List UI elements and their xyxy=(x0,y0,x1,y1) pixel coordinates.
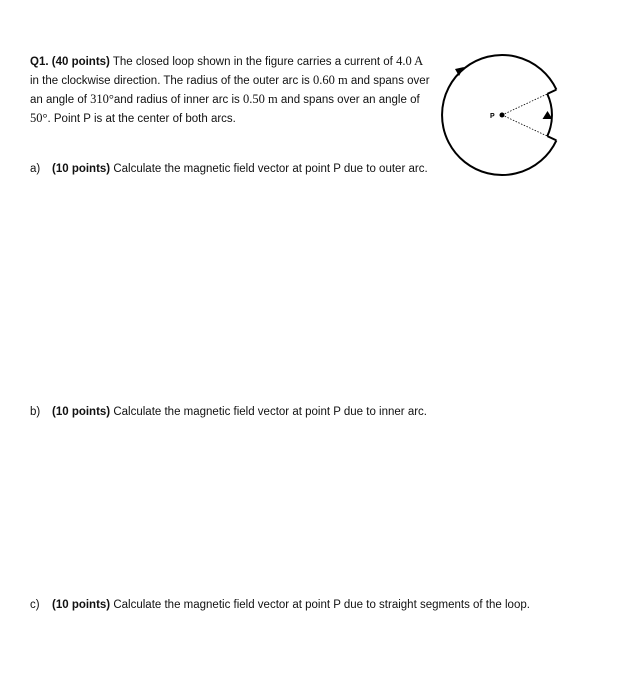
radius-line-bottom xyxy=(502,115,547,136)
part-c-text: Calculate the magnetic field vector at point P due to straight segments of the loop. xyxy=(110,599,530,611)
question-text-3: and spans over an angle of xyxy=(30,75,430,106)
question-number: Q1. xyxy=(30,56,49,68)
question-text-2: in the clockwise direction. The radius of the outer arc is xyxy=(30,75,313,87)
part-a-label: a) xyxy=(30,163,41,175)
question-text xyxy=(30,52,430,128)
part-a-text: Calculate the magnetic field vector at point P due to outer arc. xyxy=(110,163,428,175)
part-a xyxy=(30,160,430,178)
straight-segment-top xyxy=(547,90,556,94)
part-a-points: (10 points) xyxy=(52,163,111,175)
part-b xyxy=(30,403,590,421)
inner-angle-value: 50° xyxy=(30,111,48,125)
part-b-label: b) xyxy=(30,406,41,418)
straight-segment-bottom xyxy=(547,136,556,140)
part-b-points: (10 points) xyxy=(52,406,111,418)
question-text-5: and spans over an angle of xyxy=(277,94,420,106)
loop-figure xyxy=(430,45,580,185)
part-c xyxy=(30,596,610,614)
point-p-label: P xyxy=(490,113,495,120)
question-text-6: . Point P is at the center of both arcs. xyxy=(47,113,236,125)
part-c-points: (10 points) xyxy=(52,599,111,611)
inner-radius-value: 0.50 m xyxy=(242,92,278,106)
outer-angle-value: 310° xyxy=(90,92,114,106)
radius-line-top xyxy=(502,94,547,115)
part-b-text: Calculate the magnetic field vector at point P due to inner arc. xyxy=(110,406,427,418)
question-text-1: The closed loop shown in the figure carries a current of xyxy=(109,56,397,68)
center-point xyxy=(500,113,505,118)
outer-radius-value: 0.60 m xyxy=(312,73,348,87)
question-text-4: and radius of inner arc is xyxy=(113,94,243,106)
question-points: (40 points) xyxy=(51,56,110,68)
inner-arc-arrow-icon xyxy=(543,111,553,119)
part-c-label: c) xyxy=(30,599,40,611)
current-value: 4.0 A xyxy=(396,54,424,68)
